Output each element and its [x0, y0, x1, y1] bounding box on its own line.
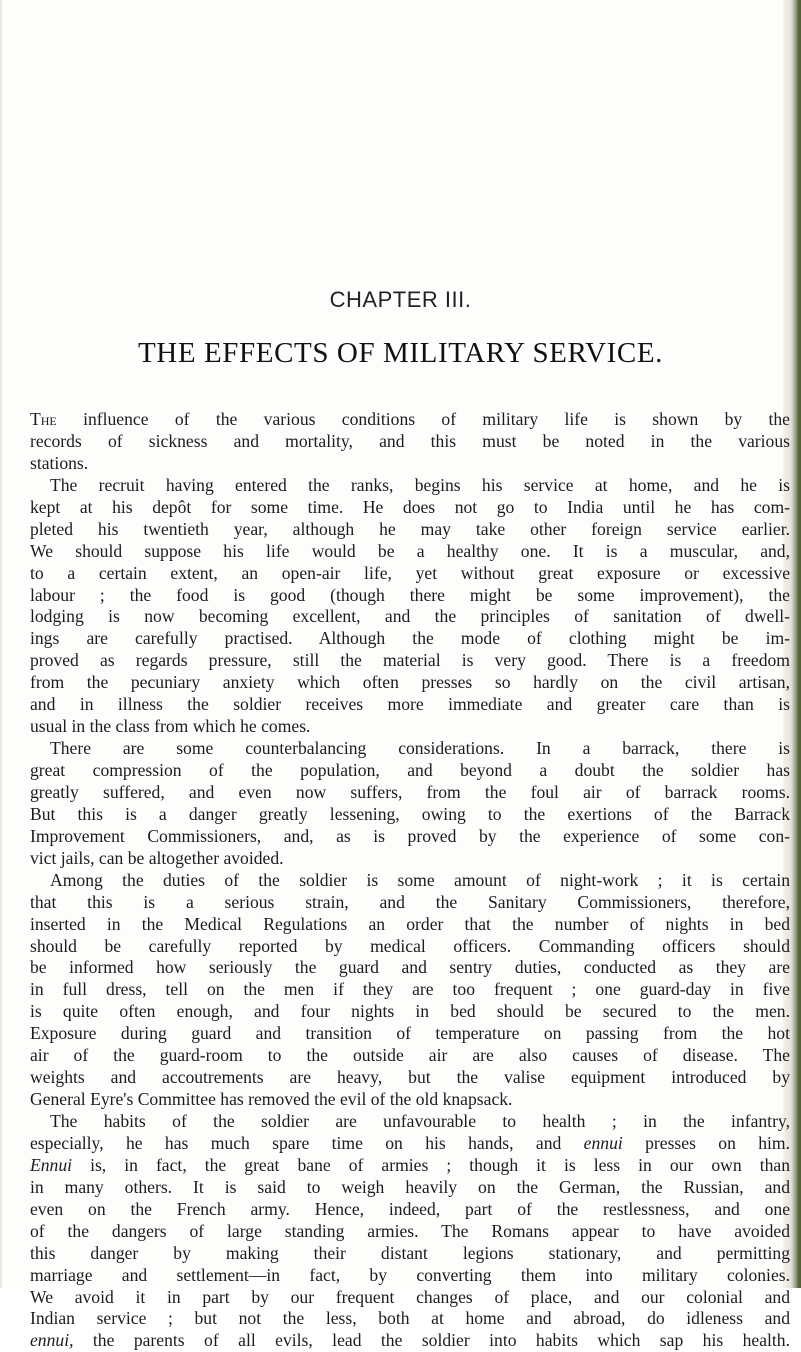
- line-text: The habits of the soldier are unfavourable to health ; in the infantry,: [50, 1111, 790, 1131]
- line-text: air of the guard-room to the outside air are also causes of disease. The: [30, 1045, 790, 1066]
- line-text: There are some counterbalancing considerations. In a barrack, there is: [50, 738, 790, 759]
- line-text: to a certain extent, an open-air life, yet without great exposure or excessive: [30, 562, 790, 583]
- line-text: Improvement Commissioners, and, as is proved by the experience of some con-: [30, 825, 790, 846]
- line-text: be informed how seriously the guard and sentry duties, conducted as they are: [30, 957, 790, 978]
- line-text: greatly suffered, and even now suffers, from the foul air of barrack rooms.: [30, 781, 790, 802]
- text-line: [30, 1330, 790, 1352]
- text-line: [30, 804, 790, 826]
- line-text: lodging is now becoming excellent, and the principles of sanitation of dwell-: [30, 606, 790, 627]
- line-text: especially, he has much spare time on his hands, and: [30, 1132, 584, 1153]
- text-line: [30, 738, 790, 760]
- line-text: Among the duties of the soldier is some amount of night-work ; it is certain: [50, 869, 790, 890]
- text-line: [30, 848, 790, 870]
- line-text: proved as regards pressure, still the material is very good. There is a freedom: [30, 650, 790, 671]
- text-line: [30, 716, 790, 738]
- text-line: [30, 1023, 790, 1045]
- text-line: [30, 563, 790, 585]
- line-text: is quite often enough, and four nights in bed should be secured to the men.: [30, 1001, 790, 1022]
- text-line: [30, 1045, 790, 1067]
- text-line: [30, 1089, 790, 1111]
- text-line: [30, 694, 790, 716]
- line-text: and in illness the soldier receives more immediate and greater care than is: [30, 694, 790, 715]
- line-text: pleted his twentieth year, although he may take other foreign service earlier.: [30, 518, 790, 539]
- line-text: that this is a serious strain, and the Sanitary Commissioners, therefore,: [30, 891, 790, 912]
- line-text: ings are carefully practised. Although the mode of clothing might be im-: [30, 628, 790, 649]
- line-text: in full dress, tell on the men if they are too frequent ; one guard-day in five: [30, 979, 790, 1000]
- text-line: [30, 541, 790, 563]
- paragraph-lead-word: The: [30, 409, 57, 429]
- line-text: But this is a danger greatly lessening, owing to the exertions of the Barrack: [30, 803, 790, 824]
- line-text: We avoid it in part by our frequent changes of place, and our colonial and: [30, 1286, 790, 1307]
- text-line: [30, 1111, 790, 1133]
- line-text: of the dangers of large standing armies. The Romans appear to have avoided: [30, 1220, 790, 1241]
- text-line: [30, 914, 790, 936]
- text-line: [30, 1133, 790, 1155]
- text-line: [30, 1177, 790, 1199]
- line-text-tail: , the parents of all evils, lead the soldier into habits which sap his health.: [69, 1330, 790, 1351]
- text-line: [30, 628, 790, 650]
- line-text: marriage and settlement—in fact, by converting them into military colonies.: [30, 1264, 790, 1285]
- text-line: [30, 1001, 790, 1023]
- text-line: [30, 409, 790, 431]
- text-line: [30, 606, 790, 628]
- text-line: [30, 1243, 790, 1265]
- line-text: records of sickness and mortality, and this must be noted in the various: [30, 430, 790, 451]
- text-line: [30, 936, 790, 958]
- text-line: [30, 979, 790, 1001]
- line-text: General Eyre's Committee has removed the evil of the old knapsack.: [30, 1089, 513, 1110]
- italic-word: ennui: [583, 1132, 623, 1153]
- text-line: [30, 475, 790, 497]
- page-left-edge: [0, 0, 2, 1288]
- text-line: [30, 1287, 790, 1309]
- text-line: [30, 1265, 790, 1287]
- line-text-tail: presses on him.: [622, 1132, 791, 1153]
- text-line: [30, 431, 790, 453]
- line-text: in many others. It is said to weigh heavily on the German, the Russian, and: [30, 1176, 790, 1197]
- line-text: The recruit having entered the ranks, begins his service at home, and he is: [50, 474, 790, 495]
- text-line: [30, 892, 790, 914]
- line-text: Indian service ; but not the less, both at home and abroad, do idleness and: [30, 1308, 790, 1329]
- line-text: vict jails, can be altogether avoided.: [30, 847, 284, 868]
- line-text: this danger by making their distant legions stationary, and permitting: [30, 1242, 790, 1263]
- text-line: [30, 826, 790, 848]
- line-text: weights and accoutrements are heavy, but the valise equipment introduced by: [30, 1067, 790, 1088]
- line-text: usual in the class from which he comes.: [30, 716, 311, 737]
- text-line: [30, 870, 790, 892]
- line-text: great compression of the population, and beyond a doubt the soldier has: [30, 760, 790, 780]
- line-text: labour ; the food is good (though there might be some improvement), the: [30, 584, 790, 605]
- line-text: We should suppose his life would be a healthy one. It is a muscular, and,: [30, 540, 790, 561]
- text-line: [30, 1199, 790, 1221]
- chapter-number: CHAPTER III.: [329, 287, 472, 312]
- text-line: [30, 1067, 790, 1089]
- italic-word: Ennui: [30, 1154, 73, 1175]
- line-text: stations.: [30, 452, 89, 473]
- text-line: [30, 585, 790, 607]
- text-line: [30, 519, 790, 541]
- text-line: [30, 453, 790, 475]
- text-line: [30, 760, 790, 782]
- text-line: [30, 1221, 790, 1243]
- text-line: [30, 1155, 790, 1177]
- line-text: should be carefully reported by medical officers. Commanding officers should: [30, 935, 790, 956]
- line-text: Exposure during guard and transition of temperature on passing from the hot: [30, 1023, 790, 1044]
- text-line: [30, 957, 790, 979]
- line-text: from the pecuniary anxiety which often presses so hardly on the civil artisan,: [30, 672, 790, 693]
- line-text: inserted in the Medical Regulations an order that the number of nights in bed: [30, 913, 790, 934]
- line-text-tail: is, in fact, the great bane of armies ; though it is less in our own than: [72, 1154, 790, 1175]
- text-line: [30, 782, 790, 804]
- chapter-body: [30, 409, 790, 1352]
- line-text: influence of the various conditions of military life is shown by the: [56, 409, 790, 429]
- chapter-title: THE EFFECTS OF MILITARY SERVICE.: [137, 337, 664, 369]
- text-line: [30, 1308, 790, 1330]
- text-line: [30, 497, 790, 519]
- italic-word: ennui: [30, 1330, 70, 1351]
- text-line: [30, 672, 790, 694]
- line-text: kept at his depôt for some time. He does not go to India until he has com-: [30, 496, 790, 517]
- text-line: [30, 650, 790, 672]
- line-text: even on the French army. Hence, indeed, part of the restlessness, and one: [30, 1198, 790, 1219]
